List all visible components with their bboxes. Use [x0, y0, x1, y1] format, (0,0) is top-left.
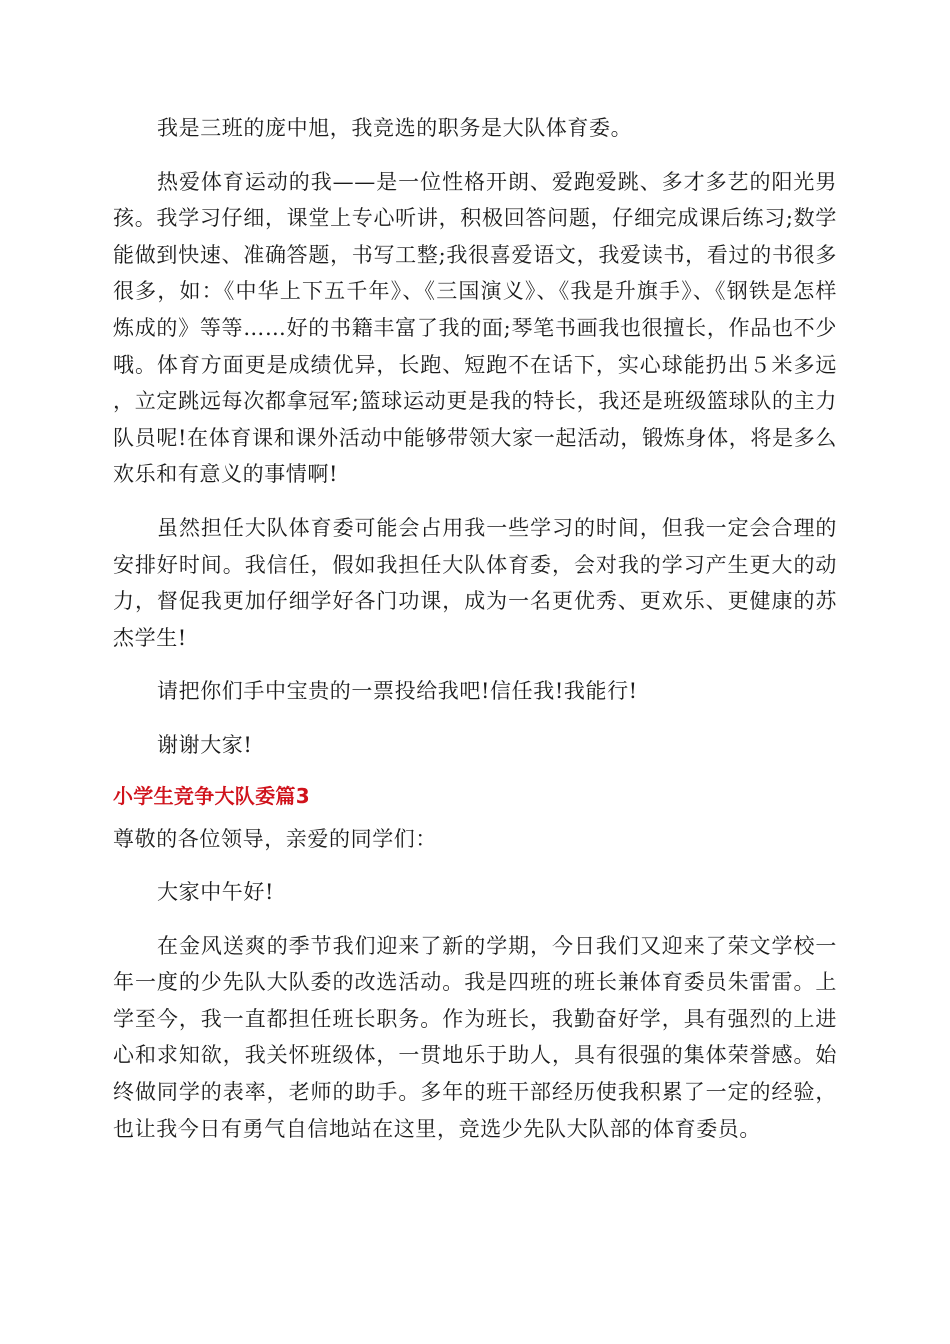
- paragraph-salutation: 尊敬的各位领导，亲爱的同学们：: [113, 826, 437, 851]
- paragraph-candidate-intro: 我是三班的庞中旭，我竞选的职务是大队体育委。: [157, 116, 633, 140]
- paragraph-self-description: 热爱体育运动的我——是一位性格开朗、爱跑爱跳、多才多艺的阳光男孩。我学习仔细，课堂上专心听讲，积极回答问题，仔细完成课后练习;数学能做到快速、准确答题，书写工整;我很喜爱语文，我爱读书，看过的书很多很多，如：《中华上下五千年》、《三国演义》、《我是升旗手》、《钢铁是怎样炼成的》等等……好的书籍丰富了我的面;琴笔书画我也很擅长，作品也不少哦。体育方面更是成绩优异，长跑、短跑不在话下，实心球能扔出５米多远，立定跳远每次都拿冠军;篮球运动更是我的特长，我还是班级篮球队的主力队员呢!在体育课和课外活动中能够带领大家一起活动，锻炼身体，将是多么欢乐和有意义的事情啊!: [113, 169, 837, 487]
- paragraph-time-commitment: 虽然担任大队体育委可能会占用我一些学习的时间，但我一定会合理的安排好时间。我信任，假如我担任大队体育委，会对我的学习产生更大的动力，督促我更加仔细学好各门功课，成为一名更优秀、更欢乐、更健康的苏杰学生!: [113, 515, 837, 650]
- paragraph-class-monitor-intro: 在金风送爽的季节我们迎来了新的学期，今日我们又迎来了荣文学校一年一度的少先队大队委的改选活动。我是四班的班长兼体育委员朱雷雷。上学至今，我一直都担任班长职务。作为班长，我勤奋好学，具有强烈的上进心和求知欲，我关怀班级体，一贯地乐于助人，具有很强的集体荣誉感。始终做同学的表率，老师的助手。多年的班干部经历使我积累了一定的经验，也让我今日有勇气自信地站在这里，竞选少先队大队部的体育委员。: [113, 933, 837, 1141]
- section-heading: 小学生竞争大队委篇3: [113, 783, 310, 808]
- paragraph-vote-request: 请把你们手中宝贵的一票投给我吧!信任我!我能行!: [157, 679, 638, 704]
- paragraph-thanks: 谢谢大家!: [157, 732, 253, 757]
- paragraph-greeting: 大家中午好!: [157, 880, 275, 905]
- document-page: [113, 110, 837, 1164]
